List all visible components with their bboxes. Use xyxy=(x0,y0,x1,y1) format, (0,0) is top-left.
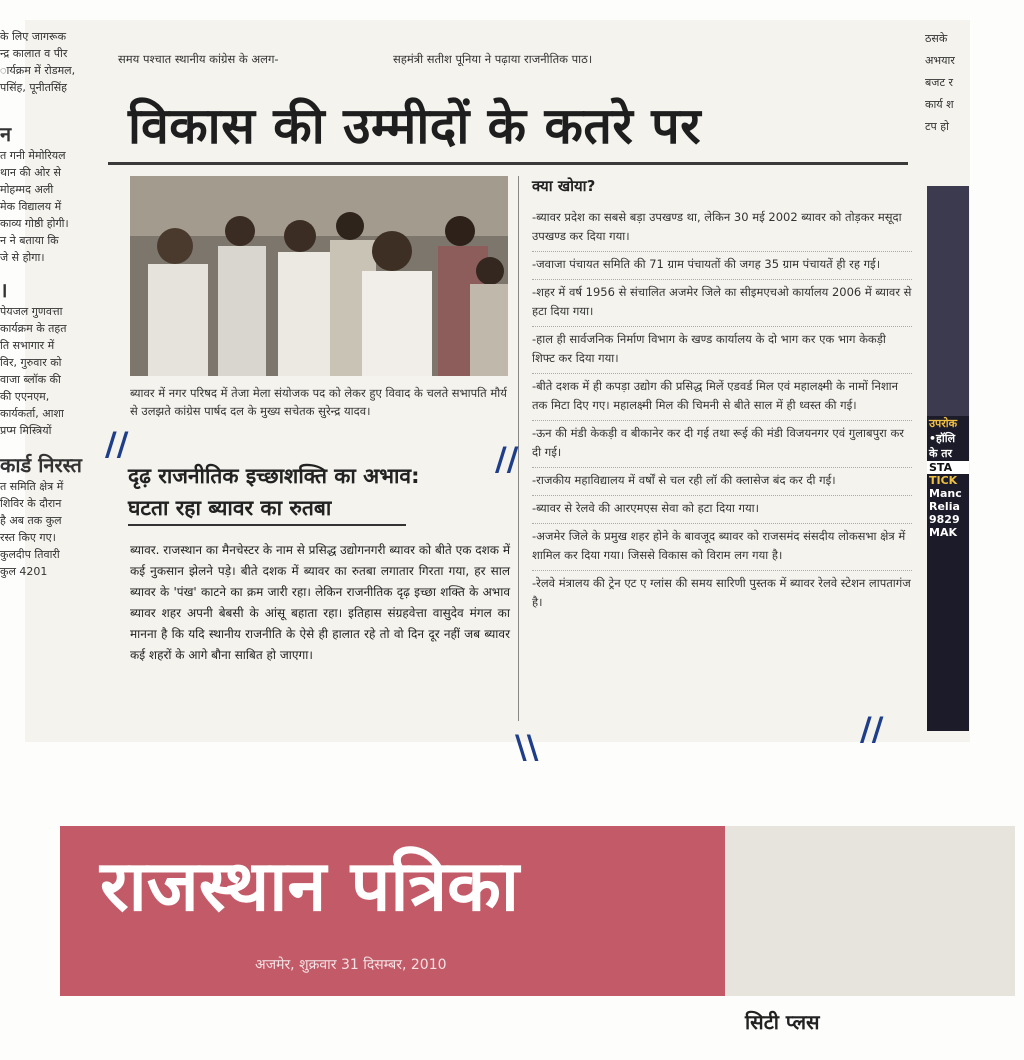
left-line: न्द्र कालात व पीर xyxy=(0,47,68,60)
subheadline xyxy=(128,460,508,524)
left-line: कार्यकर्ता, आशा xyxy=(0,407,64,420)
left-line: कार्यक्रम के तहत xyxy=(0,322,67,335)
ad-line: 9829 xyxy=(929,513,960,526)
left-line: पसिंह, पूनीतसिंह xyxy=(0,81,67,94)
left-line: शिविर के दौरान xyxy=(0,497,62,510)
list-item: -अजमेर जिले के प्रमुख शहर होने के बावजूद ब्यावर को राजसमंद संसदीय लोकसभा क्षेत्र में शामिल कर दिया गया। जिससे विकास को विराम लग गया है। xyxy=(532,524,912,571)
ad-line: •हॉलि xyxy=(929,432,956,445)
left-column xyxy=(0,28,110,728)
ad-line: MAK xyxy=(929,526,957,539)
list-item: -ब्यावर से रेलवे की आरएमएस सेवा को हटा दिया गया। xyxy=(532,496,912,524)
list-item: -ऊन की मंडी केकड़ी व बीकानेर कर दी गई तथा रूई की मंडी विजयनगर एवं गुलाबपुरा कर दी गई। xyxy=(532,421,912,468)
crowd-photo-icon xyxy=(130,176,508,376)
left-line: ति सभागार में xyxy=(0,339,55,352)
pen-mark-icon: // xyxy=(495,440,519,478)
pen-mark-icon: // xyxy=(105,425,129,463)
left-line: ार्यक्रम में रोडमल, xyxy=(0,64,76,77)
headline: विकास की उम्मीदों के कतरे पर xyxy=(128,96,702,155)
ad-line: TICK xyxy=(929,474,958,487)
left-line: त समिति क्षेत्र में xyxy=(0,480,64,493)
ad-line: Manc xyxy=(929,487,962,500)
list-item: -रेलवे मंत्रालय की ट्रेन एट ए ग्लांस की समय सारिणी पुस्तक में ब्यावर रेलवे स्टेशन लापतागंज है। xyxy=(532,576,911,609)
list-item: -बीते दशक में ही कपड़ा उद्योग की प्रसिद्ध मिलें एडवर्ड मिल एवं महालक्ष्मी के नामों निशान तक मिटा दिए गए। महालक्ष्मी मिल की चिमनी से बीते साल में ही ध्वस्त की गई। xyxy=(532,374,912,421)
losses-list xyxy=(532,205,912,617)
left-line: पेयजल गुणवत्ता xyxy=(0,305,63,318)
top-strip xyxy=(118,30,918,72)
right-edge-line: अभयार xyxy=(925,54,955,67)
left-line: प्रप्म मिस्त्रियों xyxy=(0,424,52,437)
subheadline-rule xyxy=(128,524,406,526)
ad-line: उपरोक xyxy=(929,417,958,430)
left-heading: न xyxy=(0,122,12,146)
list-item: -हाल ही सार्वजनिक निर्माण विभाग के खण्ड कार्यालय के दो भाग कर एक भाग केकड़ी शिफ्ट कर दिया गया। xyxy=(532,327,912,374)
list-item: -जवाजा पंचायत समिति की 71 ग्राम पंचायतों की जगह 35 ग्राम पंचायतें ही रह गई। xyxy=(532,252,912,280)
left-line: है अब तक कुल xyxy=(0,514,62,527)
pen-mark-icon: \\ xyxy=(515,728,539,766)
left-line: मेक विद्यालय में xyxy=(0,200,62,213)
top-strip-right: सहमंत्री सतीश पूनिया ने पढ़ाया राजनीतिक पाठ। xyxy=(393,52,593,66)
masthead-dateline: अजमेर, शुक्रवार 31 दिसम्बर, 2010 xyxy=(255,957,447,973)
ad-line: STA xyxy=(927,461,969,474)
left-heading: । xyxy=(0,278,8,302)
right-section-heading: क्या खोया? xyxy=(532,177,596,195)
list-item: -शहर में वर्ष 1956 से संचालित अजमेर जिले का सीइमएचओ कार्यालय 2006 में ब्यावर से हटा दिया गया। xyxy=(532,280,912,327)
list-item: -ब्यावर प्रदेश का सबसे बड़ा उपखण्ड था, लेकिन 30 मई 2002 ब्यावर को तोड़कर मसूदा उपखण्ड कर दिया गया। xyxy=(532,205,912,252)
pen-mark-icon: // xyxy=(860,710,884,748)
advertisement xyxy=(927,186,969,731)
left-line: वाजा ब्लॉक की xyxy=(0,373,61,386)
left-line: कुल 4201 xyxy=(0,565,48,578)
ad-line: के तर xyxy=(929,447,953,460)
left-line: के लिए जागरूक xyxy=(0,30,67,43)
left-heading: कार्ड निरस्त xyxy=(0,453,82,477)
subheadline-line1: दृढ़ राजनीतिक इच्छाशक्ति का अभाव: xyxy=(128,464,420,488)
masthead-title: राजस्थान पत्रिका xyxy=(100,844,520,927)
right-edge-line: टप हो xyxy=(925,120,949,133)
ad-line: Relia xyxy=(929,500,960,513)
left-line: रस्त किए गए। xyxy=(0,531,56,544)
news-photo xyxy=(130,176,508,376)
left-line: काव्य गोष्ठी होगी। xyxy=(0,217,69,230)
left-line: थान की ओर से xyxy=(0,166,61,179)
left-line: त गनी मेमोरियल xyxy=(0,149,66,162)
masthead-side xyxy=(725,826,1015,996)
list-item: -राजकीय महाविद्यालय में वर्षों से चल रही लॉ की क्लासेज बंद कर दी गई। xyxy=(532,468,912,496)
right-edge-line: ठसके xyxy=(925,32,948,45)
left-line: की एएनएम, xyxy=(0,390,50,403)
left-line: न ने बताया कि xyxy=(0,234,59,247)
article-body: ब्यावर. राजस्थान का मैनचेस्टर के नाम से प्रसिद्ध उद्योगनगरी ब्यावर को बीते एक दशक में कई नुकसान झेलने पड़े। बीते दशक में ब्यावर का रुतबा लगातार गिरता गया, हर साल ब्यावर के 'पंख' काटने का क्रम जारी रहा। लेकिन राजनीतिक दृढ़ इच्छा शक्ति के अभाव ब्यावर शहर अपनी बेबसी के आंसू बहाता रहा। इतिहास संग्रहवेत्ता वासुदेव मंगल का मानना है कि यदि स्थानीय राजनीति के ऐसे ही हालात रहे तो वो दिन दूर नहीं जब ब्यावर कई शहरों के आगे बौना साबित हो जाएगा। xyxy=(130,543,510,662)
left-line: विर, गुरुवार को xyxy=(0,356,62,369)
bottom-fragment: सिटी प्लस xyxy=(745,1010,820,1034)
left-line: मोहम्मद अली xyxy=(0,183,54,196)
left-line: जे से होगा। xyxy=(0,251,45,264)
left-line: कुलदीप तिवारी xyxy=(0,548,60,561)
photo-caption: ब्यावर में नगर परिषद में तेजा मेला संयोजक पद को लेकर हुए विवाद के चलते सभापति मौर्य से उलझते कांग्रेस पार्षद दल के मुख्य सचेतक सुरेन्द्र यादव। xyxy=(130,386,507,418)
headline-rule xyxy=(108,162,908,165)
right-edge-line: कार्य श xyxy=(925,98,954,111)
top-strip-left: समय पश्चात स्थानीय कांग्रेस के अलग- xyxy=(118,52,279,66)
subheadline-line2: घटता रहा ब्यावर का रुतबा xyxy=(128,496,332,520)
right-edge-line: बजट र xyxy=(925,76,953,89)
